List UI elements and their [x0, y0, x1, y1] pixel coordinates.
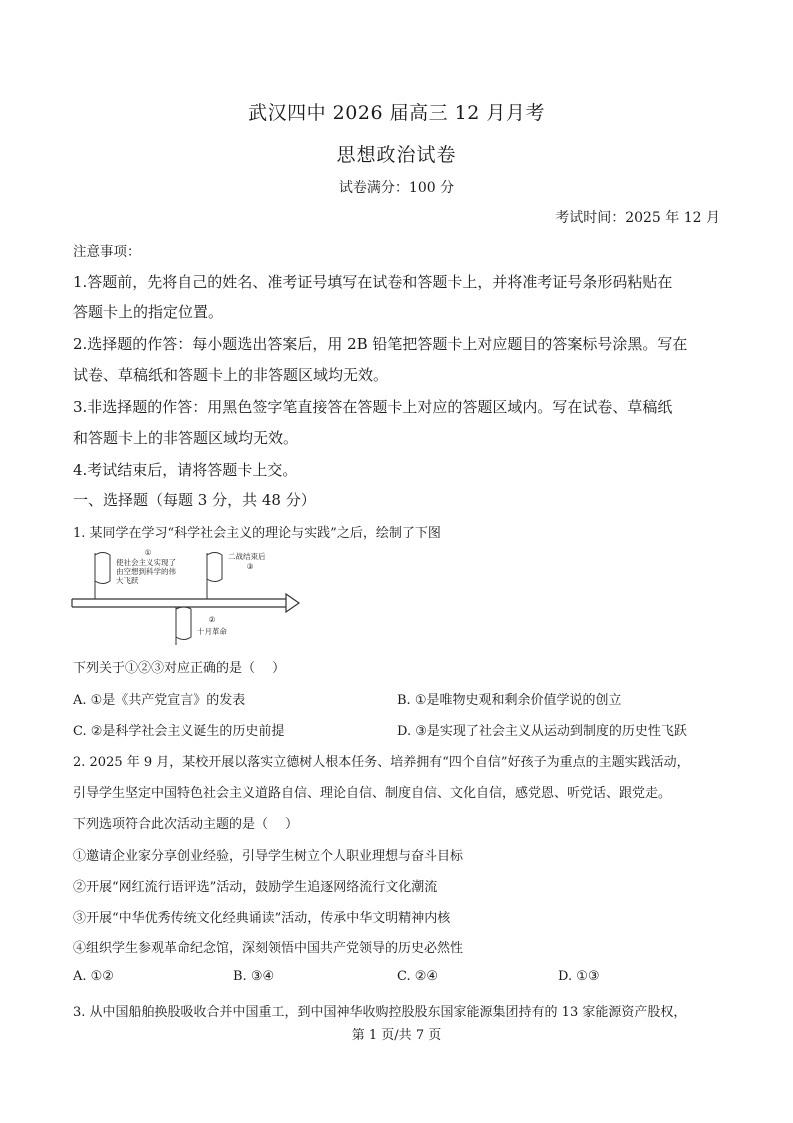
flag1-number: ①	[144, 548, 152, 557]
q1-option-b[interactable]: B. ①是唯物史观和剩余价值学说的创立	[397, 693, 622, 708]
notice-line: 4.考试结束后，请将答题卡上交。	[73, 461, 298, 479]
q2-item: ①邀请企业家分享创业经验，引导学生树立个人职业理想与奋斗目标	[73, 849, 464, 864]
flag1-label-line3: 大飞跃	[116, 576, 139, 585]
q1-stem: 1. 某同学在学习“科学社会主义的理论与实践”之后，绘制了下图	[73, 526, 441, 541]
exam-time: 考试时间：2025 年 12 月	[555, 210, 720, 226]
q2-question: 下列选项符合此次活动主题的是（ ）	[73, 817, 299, 832]
flag2-label: 十月革命	[197, 627, 227, 636]
subject-title: 思想政治试卷	[336, 144, 457, 166]
q2-item: ②开展“网红流行语评选”活动，鼓励学生追逐网络流行文化潮流	[73, 880, 438, 895]
q1-option-d[interactable]: D. ③是实现了社会主义从运动到制度的历史性飞跃	[397, 724, 687, 739]
notice-line: 2.选择题的作答：每小题选出答案后，用 2B 铅笔把答题卡上对应题目的答案标号涂黑。写在	[73, 335, 688, 353]
flag1-label-line1: 使社会主义实现了	[116, 558, 176, 567]
flag1-label-line2: 由空想到科学的伟	[116, 567, 176, 576]
section-heading: 一、选择题（每题 3 分，共 48 分）	[73, 491, 316, 509]
flag1-shape	[95, 553, 110, 584]
q2-option-d[interactable]: D. ①③	[558, 969, 600, 984]
flag3-shape	[207, 553, 222, 582]
timeline-arrowhead	[286, 594, 299, 612]
flag3-number: ③	[246, 562, 254, 571]
q2-item: ④组织学生参观革命纪念馆，深刻领悟中国共产党领导的历史必然性	[73, 941, 464, 956]
notice-line: 1.答题前，先将自己的姓名、准考证号填写在试卷和答题卡上，并将准考证号条形码粘贴在	[73, 273, 673, 291]
q2-stem-line1: 2. 2025 年 9 月，某校开展以落实立德树人根本任务、培养拥有“四个自信”好孩子为重点的主题实践活动，	[73, 755, 690, 770]
exam-title: 武汉四中 2026 届高三 12 月月考	[248, 102, 545, 124]
full-score: 试卷满分：100 分	[338, 180, 455, 196]
notice-line: 3.非选择题的作答：用黑色签字笔直接答在答题卡上对应的答题区域内。写在试卷、草稿纸	[73, 398, 673, 416]
q1-timeline-diagram	[70, 543, 302, 647]
notice-line: 答题卡上的指定位置。	[73, 303, 224, 321]
q2-stem-line2: 引导学生坚定中国特色社会主义道路自信、理论自信、制度自信、文化自信，感党恩、听党话、跟党走。	[73, 786, 672, 801]
q2-item: ③开展“中华优秀传统文化经典诵读”活动，传承中华文明精神内核	[73, 911, 451, 926]
notice-line: 和答题卡上的非答题区域均无效。	[73, 429, 299, 447]
q1-question: 下列关于①②③对应正确的是（ ）	[73, 661, 286, 676]
notice-heading: 注意事项：	[73, 244, 141, 260]
q2-option-c[interactable]: C. ②④	[397, 969, 439, 984]
page-number: 第 1 页/共 7 页	[351, 1028, 442, 1043]
q2-option-a[interactable]: A. ①②	[73, 969, 114, 984]
q1-option-a[interactable]: A. ①是《共产党宣言》的发表	[73, 693, 246, 708]
flag2-number: ②	[208, 615, 216, 624]
flag3-label: 二战结束后	[228, 552, 266, 561]
notice-line: 试卷、草稿纸和答题卡上的非答题区域均无效。	[73, 366, 389, 384]
q1-option-c[interactable]: C. ②是科学社会主义诞生的历史前提	[73, 724, 285, 739]
flag2-shape	[176, 607, 191, 640]
q3-stem: 3. 从中国船舶换股吸收合并中国重工，到中国神华收购控股股东国家能源集团持有的 13 家能源资产股权，	[73, 1005, 687, 1020]
q2-option-b[interactable]: B. ③④	[233, 969, 275, 984]
